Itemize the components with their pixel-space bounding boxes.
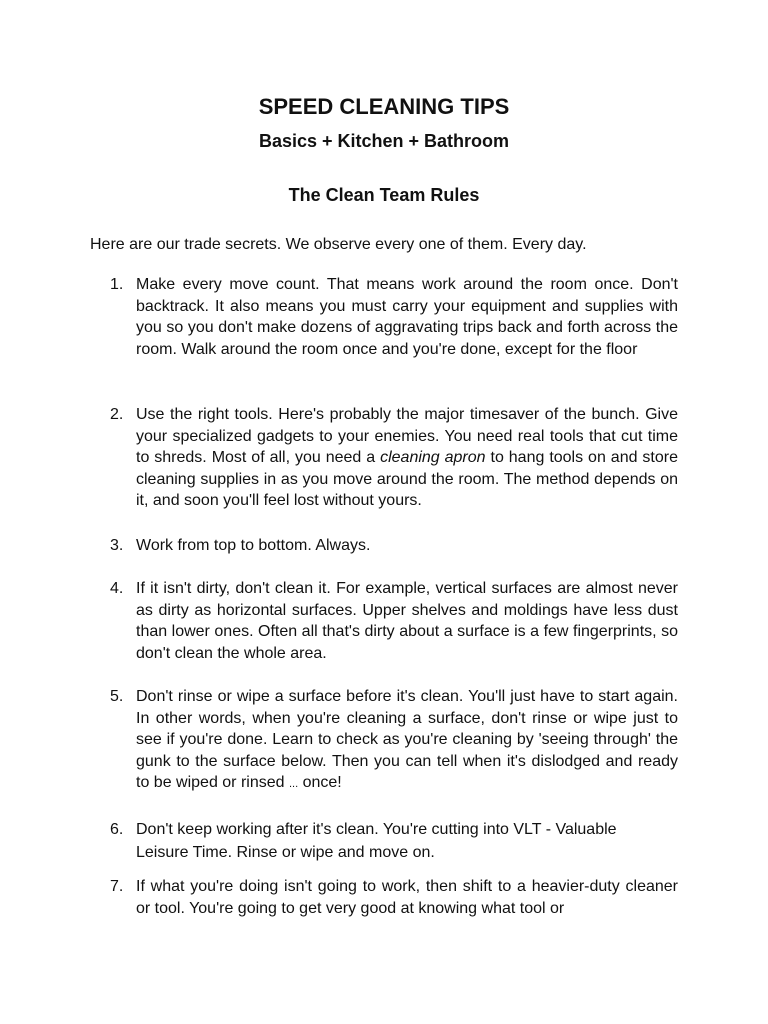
rule-text: If it isn't dirty, don't clean it. For example, vertical surfaces are almost never as dirty as horizontal surfaces. Upper shelves and moldings have less dust than lower ones. Often all that's dirty about a surface is a few fingerprints, so don't clean the whole area.	[136, 580, 678, 662]
rule-text-line: Leisure Time. Rinse or wipe and move on.	[136, 844, 435, 861]
rule-item-1	[110, 274, 678, 360]
rule-number: 6.	[110, 821, 124, 838]
rule-number: 1.	[110, 276, 124, 293]
rule-item-7	[110, 876, 678, 919]
rule-item-2	[110, 404, 678, 512]
rule-text: If what you're doing isn't going to work, then shift to a heavier-duty cleaner or tool. You're going to get very good at knowing what tool or	[136, 878, 678, 917]
rule-number: 3.	[110, 537, 124, 554]
rule-ellipsis: ...	[288, 778, 299, 791]
rule-number: 2.	[110, 406, 124, 423]
rule-text	[136, 404, 678, 512]
rule-item-6	[110, 818, 678, 864]
rule-text: Work from top to bottom. Always.	[136, 537, 371, 554]
rule-text-part: to hang tools on and store cleaning supplies in as you move around the room. The method depends on it, and soon you'll feel lost without yours.	[136, 449, 679, 510]
rule-text: Make every move count. That means work around the room once. Don't backtrack. It also means you must carry your equipment and supplies with you so you don't make dozens of aggravating trips back and forth across the room. Walk around the room once and you're done, except for the floor	[136, 276, 678, 358]
rule-number: 5.	[110, 688, 124, 705]
document-title: SPEED CLEANING TIPS	[258, 94, 510, 119]
document-subtitle: Basics + Kitchen + Bathroom	[258, 131, 510, 151]
rule-number: 4.	[110, 580, 124, 597]
rule-text	[136, 686, 678, 796]
intro-paragraph: Here are our trade secrets. We observe every one of them. Every day.	[90, 236, 587, 253]
rule-text-part: Don't rinse or wipe a surface before it's clean. You'll just have to start again. In other words, when you're cleaning a surface, don't rinse or wipe just to see if you're done. Learn to check as you're cleaning by 'seeing through' the gunk to the surface below. Then you can tell when it's dislodged and ready to be wiped or rinsed	[136, 688, 678, 792]
rule-text	[136, 818, 678, 864]
rule-item-4	[110, 578, 678, 664]
rule-text-line: Don't keep working after it's clean. You're cutting into VLT - Valuable	[136, 821, 617, 838]
rule-emphasis: cleaning apron	[380, 449, 486, 467]
section-heading: The Clean Team Rules	[288, 185, 480, 205]
rule-item-3	[110, 535, 678, 557]
rule-text-part: once!	[298, 774, 342, 792]
rule-number: 7.	[110, 878, 124, 895]
rule-item-5	[110, 686, 678, 796]
rule-text-part: Use the right tools. Here's probably the major timesaver of the bunch. Give your specialized gadgets to your enemies. You need real tools that cut time to shreds. Most of all, you need a	[136, 406, 678, 467]
